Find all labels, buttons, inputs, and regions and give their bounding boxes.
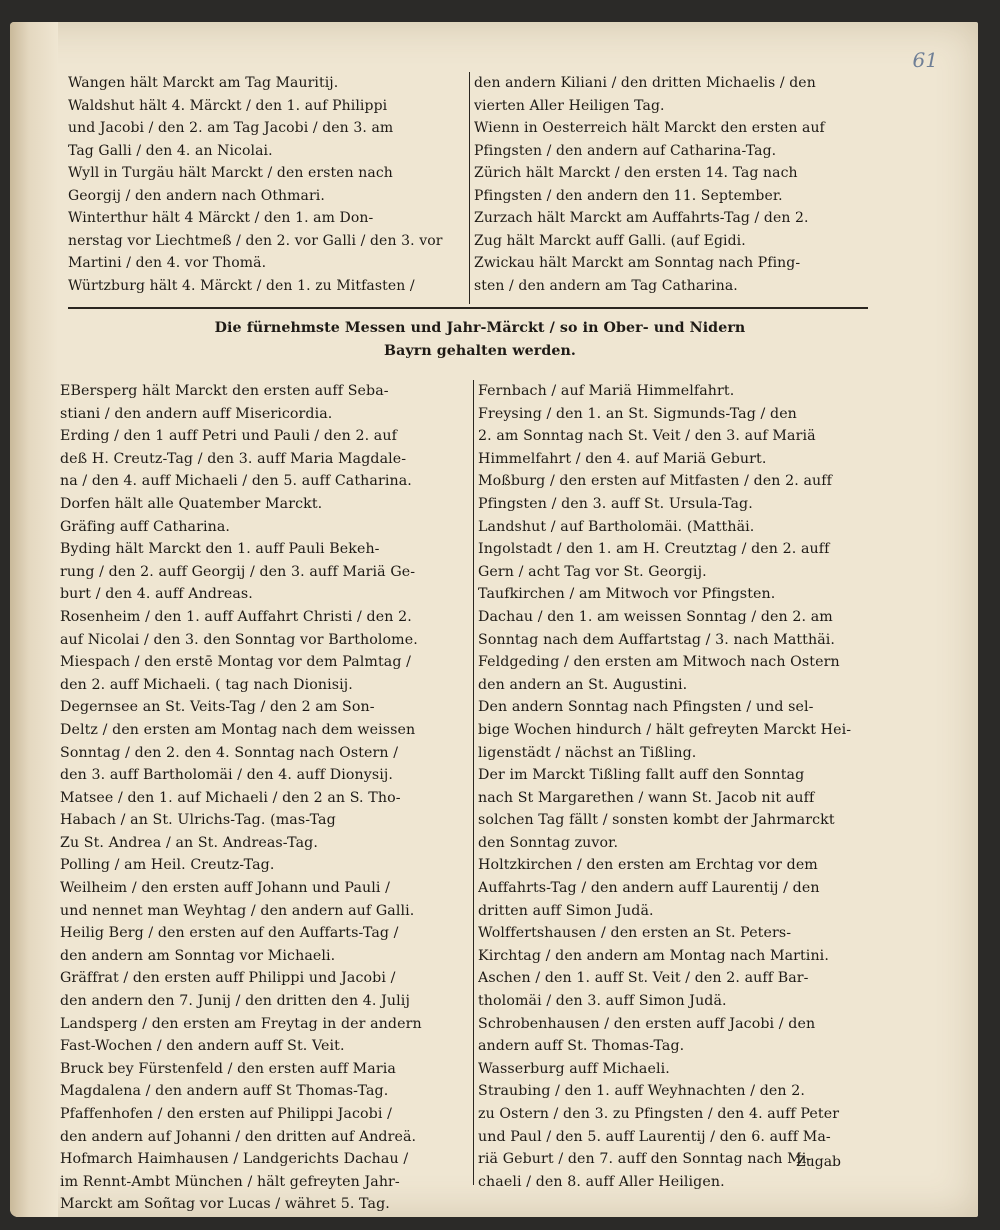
text-line: Fernbach / auf Mariä Himmelfahrt.: [478, 383, 735, 399]
text-line: tholomäi / den 3. auff Simon Judä.: [478, 993, 727, 1010]
text-line: im Rennt-Ambt München / hält gefreyten Jahr-: [60, 1173, 400, 1190]
main-left-column: [60, 380, 470, 1213]
text-line: Pfingsten / den 3. auff St. Ursula-Tag.: [478, 495, 753, 512]
text-line: Erding / den 1 auff Petri und Pauli / den 2. auf: [60, 428, 397, 445]
text-line: burt / den 4. auff Andreas.: [60, 586, 253, 603]
text-line: Gräfing auff Catharina.: [60, 518, 231, 535]
text-line: Pfingsten / den andern auf Catharina-Tag.: [474, 142, 777, 159]
text-line: Fast-Wochen / den andern auff St. Veit.: [60, 1038, 345, 1055]
text-line: Zu St. Andrea / an St. Andreas-Tag.: [60, 834, 318, 851]
text-line: nach St Margarethen / wann St. Jacob nit auff: [478, 789, 815, 806]
text-line: den andern den 7. Junij / den dritten den 4. Julij: [60, 993, 410, 1010]
column-divider: [469, 72, 470, 304]
text-line: rung / den 2. auff Georgij / den 3. auff Mariä Ge-: [60, 563, 416, 580]
text-line: Deltz / den ersten am Montag nach dem weissen: [60, 721, 416, 738]
text-line: den andern Kiliani / den dritten Michaelis / den: [474, 75, 816, 91]
text-line: Dachau / den 1. am weissen Sonntag / den 2. am: [478, 608, 833, 625]
text-line: Himmelfahrt / den 4. auf Mariä Geburt.: [478, 450, 767, 467]
text-line: Georgij / den andern nach Othmari.: [68, 187, 325, 204]
text-line: Rosenheim / den 1. auff Auffahrt Christi / den 2.: [60, 608, 412, 625]
text-line: Moßburg / den ersten auf Mitfasten / den 2. auff: [478, 473, 832, 490]
text-line: Bruck bey Fürstenfeld / den ersten auff Maria: [60, 1060, 396, 1077]
text-line: deß H. Creutz-Tag / den 3. auff Maria Magdale-: [60, 450, 407, 467]
text-line: Freysing / den 1. an St. Sigmunds-Tag / den: [478, 405, 797, 422]
text-line: Polling / am Heil. Creutz-Tag.: [60, 857, 275, 874]
text-line: Den andern Sonntag nach Pfingsten / und sel-: [478, 699, 814, 716]
text-line: andern auff St. Thomas-Tag.: [478, 1038, 685, 1055]
text-line: Dorfen hält alle Quatember Marckt.: [60, 495, 323, 512]
text-line: na / den 4. auff Michaeli / den 5. auff Catharina.: [60, 473, 412, 490]
text-line: Wolffertshausen / den ersten an St. Peters-: [478, 925, 792, 942]
text-line: Winterthur hält 4 Märckt / den 1. am Don-: [68, 210, 374, 226]
text-line: chaeli / den 8. auff Aller Heiligen.: [478, 1173, 725, 1190]
text-line: Der im Marckt Tißling fallt auff den Sonntag: [478, 767, 805, 784]
main-right-column: [478, 380, 886, 1190]
text-line: EBersperg hält Marckt den ersten auff Seba-: [60, 383, 389, 399]
text-line: den andern am Sonntag vor Michaeli.: [60, 947, 336, 964]
text-line: den andern auf Johanni / den dritten auf Andreä.: [60, 1128, 417, 1145]
text-line: riä Geburt / den 7. auff den Sonntag nach Mi-: [478, 1151, 812, 1168]
text-line: Gräffrat / den ersten auff Philippi und Jacobi /: [60, 970, 396, 987]
text-line: Schrobenhausen / den ersten auff Jacobi / den: [478, 1015, 816, 1032]
text-line: Wyll in Turgäu hält Marckt / den ersten nach: [68, 165, 393, 181]
text-line: Landshut / auf Bartholomäi. (Matthäi.: [478, 518, 755, 535]
top-left-column: [68, 72, 464, 304]
text-line: Die fürnehmste Messen und Jahr-Märckt / so in Ober- und Nidern: [214, 320, 746, 336]
text-line: bige Wochen hindurch / hält gefreyten Marckt Hei-: [478, 721, 852, 738]
text-line: und Jacobi / den 2. am Tag Jacobi / den 3. am: [68, 120, 394, 136]
text-line: Magdalena / den andern auff St Thomas-Tag.: [60, 1083, 389, 1100]
text-line: den 3. auff Bartholomäi / den 4. auff Dionysij.: [60, 767, 393, 784]
text-line: den andern an St. Augustini.: [478, 676, 688, 693]
text-line: zu Ostern / den 3. zu Pfingsten / den 4. auff Peter: [478, 1106, 840, 1122]
text-line: Weilheim / den ersten auff Johann und Pauli /: [60, 880, 390, 897]
text-line: sten / den andern am Tag Catharina.: [474, 277, 738, 294]
text-line: Zurzach hält Marckt am Auffahrts-Tag / den 2.: [474, 210, 809, 226]
text-line: Straubing / den 1. auff Weyhnachten / den 2.: [478, 1083, 805, 1100]
text-line: nerstag vor Liechtmeß / den 2. vor Galli / den 3. vor: [68, 232, 443, 249]
text-line: stiani / den andern auff Misericordia.: [60, 405, 333, 422]
text-line: Holtzkirchen / den ersten am Erchtag vor dem: [478, 857, 818, 874]
section-heading: [80, 317, 880, 362]
top-section: [68, 72, 868, 304]
text-line: 2. am Sonntag nach St. Veit / den 3. auf Mariä: [478, 428, 816, 445]
text-line: Auffahrts-Tag / den andern auff Laurentij / den: [478, 880, 820, 897]
text-line: vierten Aller Heiligen Tag.: [474, 97, 665, 114]
text-line: Zug hält Marckt auff Galli. (auf Egidi.: [474, 232, 746, 249]
top-right-column: [474, 72, 868, 304]
text-line: solchen Tag fällt / sonsten kombt der Jahrmarckt: [478, 812, 835, 829]
text-line: Tag Galli / den 4. an Nicolai.: [68, 142, 273, 159]
text-line: Landsperg / den ersten am Freytag in der andern: [60, 1015, 422, 1032]
text-line: Degernsee an St. Veits-Tag / den 2 am Son-: [60, 699, 375, 716]
text-line: ligenstädt / nächst an Tißling.: [478, 744, 697, 761]
column-divider: [473, 380, 474, 1185]
text-line: Wienn in Oesterreich hält Marckt den ersten auf: [474, 120, 825, 136]
text-line: Feldgeding / den ersten am Mitwoch nach Ostern: [478, 654, 840, 671]
folio-number: 61: [912, 48, 938, 72]
text-line: Würtzburg hält 4. Märckt / den 1. zu Mitfasten /: [68, 277, 415, 294]
main-section: [60, 380, 886, 1213]
text-line: Wasserburg auff Michaeli.: [478, 1060, 670, 1077]
text-line: Habach / an St. Ulrichs-Tag. (mas-Tag: [60, 812, 336, 829]
section-rule: [68, 307, 868, 309]
text-line: Martini / den 4. vor Thomä.: [68, 255, 267, 271]
text-line: Gern / acht Tag vor St. Georgij.: [478, 563, 707, 580]
text-line: den 2. auff Michaeli. ( tag nach Dionisij.: [60, 676, 353, 693]
text-line: Kirchtag / den andern am Montag nach Martini.: [478, 947, 829, 964]
text-line: Miespach / den erstē Montag vor dem Palmtag /: [60, 654, 411, 671]
text-line: Bayrn gehalten werden.: [384, 342, 576, 359]
page-binding-shadow: [10, 22, 58, 1217]
catchword: Zugab: [796, 1154, 842, 1170]
text-line: Pfingsten / den andern den 11. September.: [474, 187, 783, 204]
text-line: Byding hält Marckt den 1. auff Pauli Bekeh-: [60, 541, 380, 558]
text-line: Ingolstadt / den 1. am H. Creutztag / den 2. auff: [478, 541, 830, 558]
book-page: [10, 22, 978, 1217]
text-line: Waldshut hält 4. Märckt / den 1. auf Philippi: [68, 97, 388, 114]
text-line: und nennet man Weyhtag / den andern auf Galli.: [60, 902, 415, 919]
text-line: Zürich hält Marckt / den ersten 14. Tag nach: [474, 165, 798, 181]
text-line: Taufkirchen / am Mitwoch vor Pfingsten.: [478, 586, 776, 603]
text-line: den Sonntag zuvor.: [478, 834, 619, 851]
text-line: Pfaffenhofen / den ersten auf Philippi Jacobi /: [60, 1106, 392, 1122]
text-line: auf Nicolai / den 3. den Sonntag vor Bartholome.: [60, 631, 418, 648]
text-line: dritten auff Simon Judä.: [478, 902, 654, 919]
text-line: Sonntag / den 2. den 4. Sonntag nach Ostern /: [60, 744, 399, 761]
text-line: und Paul / den 5. auff Laurentij / den 6. auff Ma-: [478, 1128, 831, 1145]
text-line: Matsee / den 1. auf Michaeli / den 2 an S. Tho-: [60, 789, 401, 806]
text-line: Zwickau hält Marckt am Sonntag nach Pfing-: [474, 255, 801, 271]
text-line: Wangen hält Marckt am Tag Mauritij.: [68, 75, 339, 91]
text-line: Heilig Berg / den ersten auf den Auffarts-Tag /: [60, 925, 399, 942]
text-line: Hofmarch Haimhausen / Landgerichts Dachau /: [60, 1151, 409, 1168]
text-line: Sonntag nach dem Auffartstag / 3. nach Matthäi.: [478, 631, 836, 648]
text-line: Aschen / den 1. auff St. Veit / den 2. auff Bar-: [478, 970, 809, 987]
text-line: Marckt am Soñtag vor Lucas / währet 5. Tag.: [60, 1196, 390, 1213]
